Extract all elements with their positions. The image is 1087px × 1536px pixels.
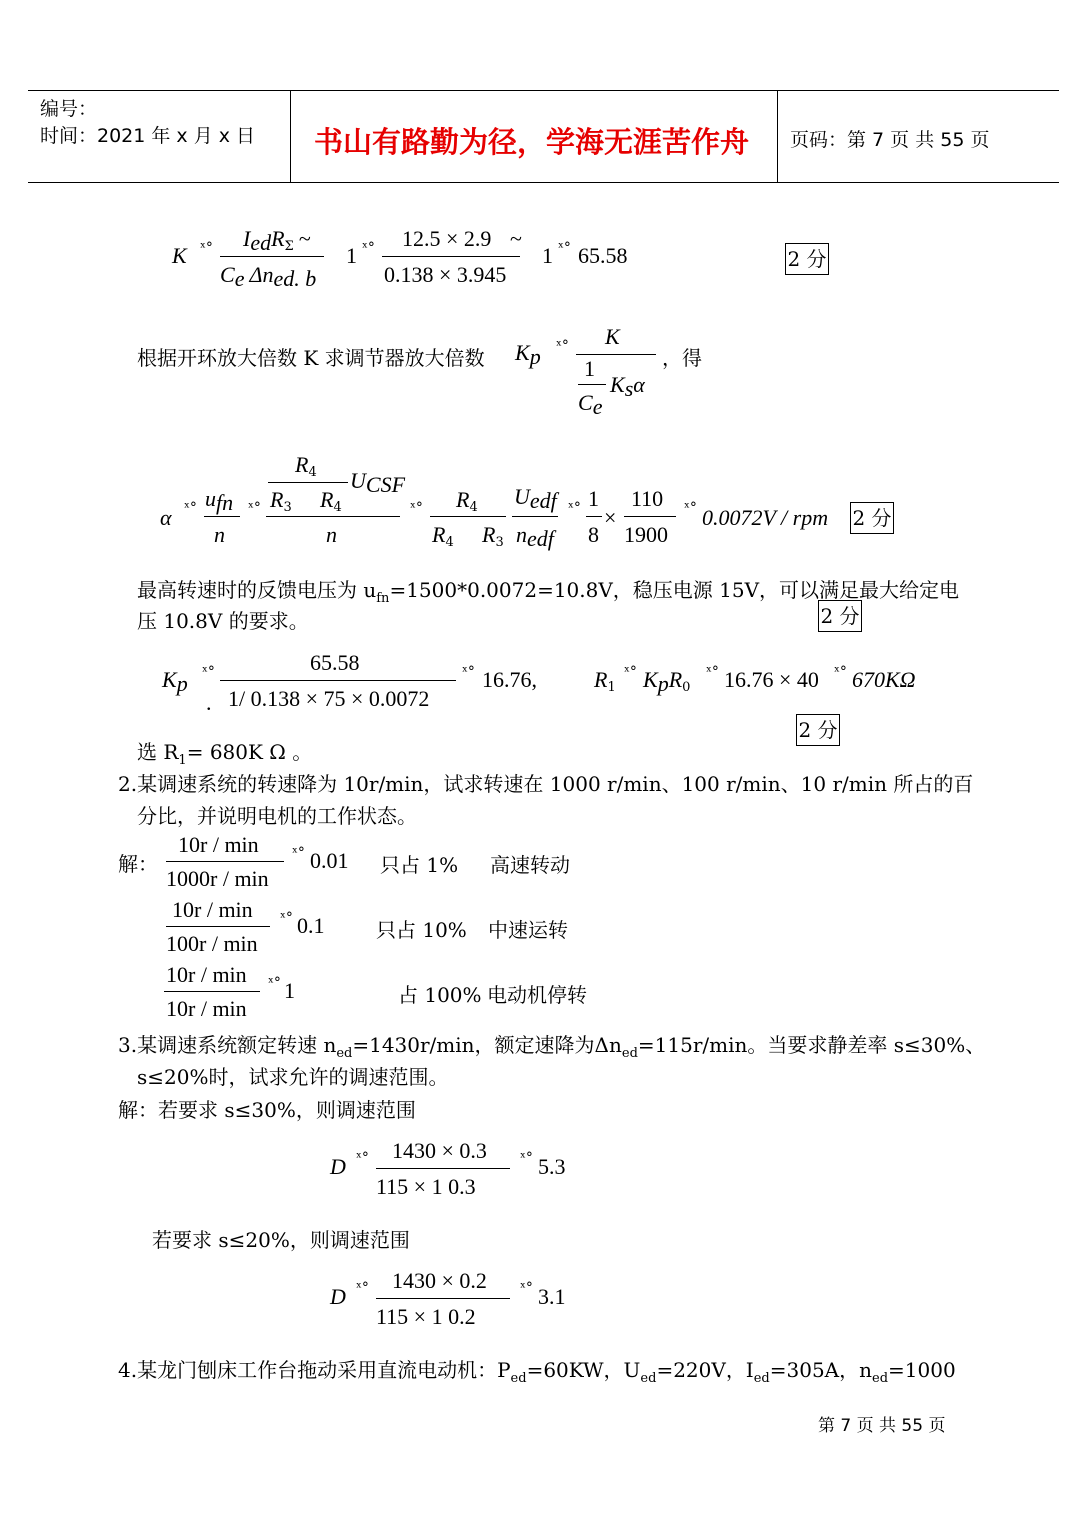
eq3-kp: $K_p$	[162, 667, 188, 697]
eq1-one: 1	[346, 243, 357, 268]
q2-row3-state: 电动机停转	[487, 983, 587, 1007]
approx-symbol: ˣ°	[568, 500, 581, 516]
eq2-n1: n	[214, 522, 225, 547]
eq3-r1: $R_1$	[594, 667, 616, 696]
eq2-alpha: α	[160, 505, 172, 530]
eq2-frac5-bar	[586, 516, 602, 517]
q4-line: 4.某龙门刨床工作台拖动采用直流电动机：$P_{ed}=60KW$，$U_{ed}=220V$，$I_{ed}=305A$，$n_{ed}=1000$	[118, 1358, 956, 1386]
eq2-times: ×	[604, 505, 617, 530]
eq1-result: 65.58	[578, 243, 628, 268]
eq3-den: 1/ 0.138 × 75 × 0.0072	[228, 686, 430, 711]
eq1-frac1-bar	[220, 256, 324, 257]
header-bottom-border	[28, 182, 1059, 183]
eq2-result: 0.0072V / rpm	[702, 505, 829, 530]
select-r1: 选 $R_1= 680K$ Ω 。	[137, 740, 313, 768]
approx-symbol: ˣ°	[706, 664, 719, 680]
q3-solve: 解：若要求 s≤30%，则调速范围	[118, 1098, 416, 1122]
q2-solve: 解：	[118, 852, 158, 876]
eq1-frac2-num: 12.5 × 2.9	[402, 226, 492, 251]
eq2-frac6-bar	[624, 516, 676, 517]
approx-symbol: ˣ°	[200, 240, 213, 256]
q2-row3-den: 10r / min	[166, 996, 247, 1021]
eq2-u: $u_{fn}$	[205, 486, 234, 516]
approx-symbol: ˣ°	[834, 664, 847, 680]
q3-d1-bar	[376, 1168, 510, 1169]
eq2-r3-den: $R_3$	[482, 522, 504, 551]
eq1-frac1-num: $I_{ed}R_\Sigma$ ~	[243, 226, 311, 256]
eq3-calc: 16.76 × 40	[724, 667, 819, 692]
header-top-border	[28, 90, 1059, 91]
para2-line1: 最高转速时的反馈电压为 $u_{fn}=1500*0.0072=10.8V$，稳压电源 15V，可以满足最大给定电	[137, 578, 960, 606]
score-box-2: 2 分	[850, 502, 894, 534]
header-motto: 书山有路勤为径，学海无涯苦作舟	[314, 127, 750, 159]
q2-row2-num: 10r / min	[172, 897, 253, 922]
header-divider-2	[777, 90, 778, 182]
eq3-kpr0: $K_pR_0$	[643, 667, 691, 697]
eq2-one: 1	[588, 486, 599, 511]
q2-row3-num: 10r / min	[166, 962, 247, 987]
eq2-frac2-bar	[266, 516, 400, 517]
eq2-r4-den: $R_4$	[432, 522, 454, 551]
para1-kp: $K_p$	[515, 340, 541, 370]
eq2-nedf: $n_{edf}$	[516, 522, 554, 552]
q2-row2-state: 中速运转	[488, 918, 568, 942]
para1-num: K	[605, 324, 620, 349]
q2-row2-pct: 只占 10%	[376, 918, 467, 942]
eq1-result-one: 1	[542, 243, 553, 268]
q3-d2-result: 3.1	[538, 1284, 566, 1309]
eq2-r4-num: $R_4$	[456, 487, 478, 516]
eq3-num: 65.58	[310, 650, 360, 675]
eq2-frac4-bar	[512, 516, 558, 517]
eq2-r4-mid: $R_4$	[320, 487, 342, 516]
para1-text: 根据开环放大倍数 K 求调节器放大倍数	[137, 346, 485, 370]
eq2-110: 110	[631, 486, 664, 511]
approx-symbol: ˣ°	[292, 845, 305, 861]
q3-d1-den: 115 × 1 0.3	[376, 1174, 476, 1199]
header-page-label: 页码：第 7 页 共 55 页	[790, 129, 990, 151]
eq3-dot: .	[206, 690, 212, 715]
approx-symbol: ˣ°	[356, 1150, 369, 1166]
eq1-frac1-den: $C_e$ $\Delta n_{ed. b}$	[220, 262, 317, 292]
q2-line1: 2.某调速系统的转速降为 10r/min，试求转速在 1000 r/min、100 r/min、10 r/min 所占的百	[118, 772, 974, 796]
header-time-label: 时间：2021 年 x 月 x 日	[40, 125, 256, 147]
q2-row1-state: 高速转动	[490, 853, 570, 877]
para1-den-ks: $K_s\alpha$	[610, 372, 645, 402]
approx-symbol: ˣ°	[520, 1150, 533, 1166]
eq2-frac1-bar	[204, 516, 240, 517]
para1-den-bar	[578, 384, 606, 385]
q3-d1-result: 5.3	[538, 1154, 566, 1179]
eq3-frac-bar	[220, 680, 456, 681]
q2-row1-den: 1000r / min	[166, 866, 269, 891]
approx-symbol: ˣ°	[556, 338, 569, 354]
eq2-r3-mid: $R_3$	[270, 487, 292, 516]
approx-symbol: ˣ°	[280, 910, 293, 926]
eq2-1900: 1900	[624, 522, 668, 547]
para1-den-ce: $C_e$	[578, 390, 603, 420]
q3-d2-bar	[376, 1298, 510, 1299]
score-box-1: 2 分	[785, 243, 829, 275]
q3-line2: s≤20%时，试求允许的调速范围。	[137, 1065, 449, 1089]
eq2-ucsf: $U_{CSF}$	[350, 468, 406, 498]
q2-row2-den: 100r / min	[166, 931, 258, 956]
para1-frac-bar	[576, 354, 656, 355]
q2-row1-bar	[166, 861, 284, 862]
eq1-frac2-den: 0.138 × 3.945	[384, 262, 507, 287]
q3-mid: 若要求 s≤20%，则调速范围	[152, 1228, 410, 1252]
eq2-n2: n	[326, 522, 337, 547]
para1-tail: ，得	[662, 346, 702, 370]
q2-line2: 分比，并说明电机的工作状态。	[137, 804, 417, 828]
approx-symbol: ˣ°	[624, 664, 637, 680]
eq2-uedf: $U_{edf}$	[514, 484, 557, 514]
eq2-frac3-bar	[430, 516, 506, 517]
approx-symbol: ˣ°	[356, 1280, 369, 1296]
q3-d1-num: 1430 × 0.3	[392, 1138, 487, 1163]
approx-symbol: ˣ°	[520, 1280, 533, 1296]
q2-row1-result: 0.01	[310, 848, 349, 873]
q3-d1-D: D	[330, 1154, 346, 1179]
score-box-4: 2 分	[796, 714, 840, 746]
score-box-3: 2 分	[818, 600, 862, 632]
para2-line2: 压 10.8V 的要求。	[137, 609, 309, 633]
eq1-lhs: K	[172, 243, 187, 268]
approx-symbol: ˣ°	[558, 240, 571, 256]
header-divider-1	[290, 90, 291, 182]
eq2-r4-top: $R_4$	[295, 452, 317, 481]
eq3-final: 670KΩ	[852, 667, 916, 692]
approx-symbol: ˣ°	[362, 240, 375, 256]
q2-row3-bar	[164, 991, 260, 992]
approx-symbol: ˣ°	[184, 500, 197, 516]
eq2-inner-bar	[268, 482, 348, 483]
q2-row3-result: 1	[284, 978, 295, 1003]
approx-symbol: ˣ°	[684, 500, 697, 516]
eq2-eight: 8	[588, 522, 599, 547]
footer-page-number: 第 7 页 共 55 页	[818, 1416, 946, 1436]
header-number-label: 编号：	[40, 98, 98, 120]
q2-row2-bar	[166, 926, 270, 927]
approx-symbol: ˣ°	[410, 500, 423, 516]
q2-row2-result: 0.1	[297, 913, 325, 938]
approx-symbol: ˣ°	[268, 975, 281, 991]
eq1-frac2-bar	[382, 256, 520, 257]
eq3-result: 16.76,	[482, 667, 537, 692]
para1-den-one: 1	[584, 356, 595, 381]
q3-d2-den: 115 × 1 0.2	[376, 1304, 476, 1329]
approx-symbol: ˣ°	[462, 664, 475, 680]
q3-d2-D: D	[330, 1284, 346, 1309]
q3-d2-num: 1430 × 0.2	[392, 1268, 487, 1293]
q2-row1-pct: 只占 1%	[380, 853, 459, 877]
eq1-frac2-tilde: ~	[510, 226, 522, 251]
q3-line1: 3.某调速系统额定转速 $n_{ed}=1430r/\min$，额定速降为$\Delta n_{ed}=115r/\min$。当要求静差率 s≤30%、	[118, 1033, 986, 1061]
q2-row1-num: 10r / min	[178, 832, 259, 857]
approx-symbol: ˣ°	[202, 664, 215, 680]
q2-row3-pct: 占 100%	[398, 983, 482, 1007]
approx-symbol: ˣ°	[248, 500, 261, 516]
